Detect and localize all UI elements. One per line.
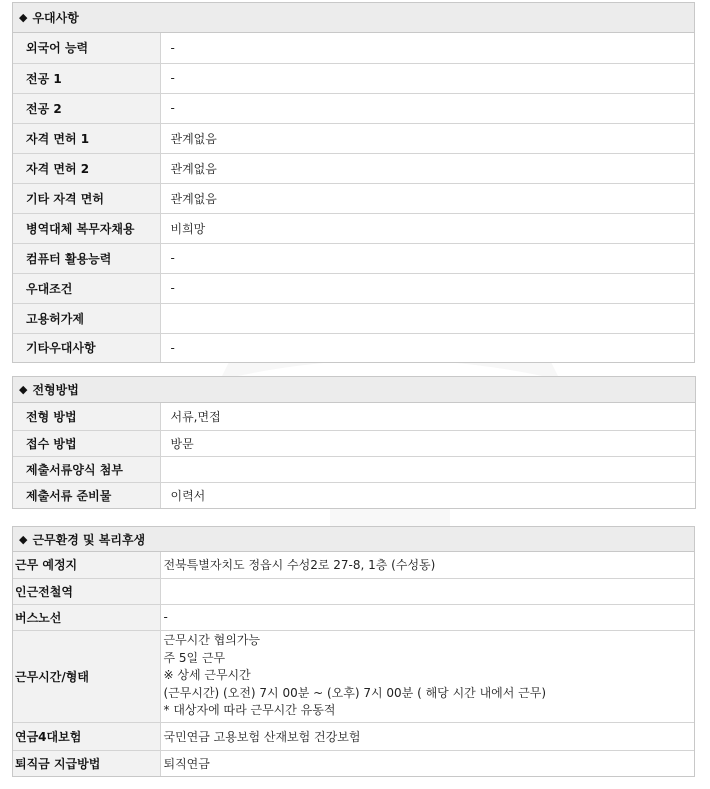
row-label: 자격 면허 1 — [13, 123, 160, 153]
environment-table — [13, 552, 694, 776]
table-row — [13, 403, 695, 430]
row-label: 전형 방법 — [13, 403, 160, 430]
row-value: 비희망 — [160, 213, 694, 243]
work-hours-cell — [160, 630, 694, 722]
row-value: - — [160, 273, 694, 303]
row-value: - — [160, 33, 694, 63]
table-row — [13, 183, 694, 213]
table-row — [13, 93, 694, 123]
row-value — [160, 303, 694, 333]
row-value — [160, 456, 695, 482]
row-label: 자격 면허 2 — [13, 153, 160, 183]
row-value: 국민연금 고용보험 산재보험 건강보험 — [160, 722, 694, 750]
row-value: 퇴직연금 — [160, 750, 694, 776]
row-label: 제출서류양식 첨부 — [13, 456, 160, 482]
selection-section-title: 전형방법 — [32, 383, 79, 397]
table-row — [13, 213, 694, 243]
table-row — [13, 123, 694, 153]
row-label: 접수 방법 — [13, 430, 160, 456]
work-hours-line: (근무시간) (오전) 7시 00분 ~ (오후) 7시 00분 ( 해당 시간 내에서 근무) — [163, 685, 547, 700]
row-value: 관계없음 — [160, 123, 694, 153]
table-row — [13, 243, 694, 273]
table-row — [13, 303, 694, 333]
row-label: 전공 1 — [13, 63, 160, 93]
row-value: 방문 — [160, 430, 695, 456]
table-row — [13, 750, 694, 776]
row-value: 관계없음 — [160, 183, 694, 213]
row-label: 퇴직금 지급방법 — [13, 750, 160, 776]
table-row — [13, 604, 694, 630]
table-row — [13, 33, 694, 63]
table-row — [13, 273, 694, 303]
table-row — [13, 630, 694, 722]
benefits-section-title: 우대사항 — [32, 11, 79, 25]
table-row — [13, 552, 694, 578]
row-label: 병역대체 복무자채용 — [13, 213, 160, 243]
selection-section-header — [13, 377, 695, 403]
row-value: 이력서 — [160, 482, 695, 508]
environment-section-header — [13, 527, 694, 552]
table-row — [13, 153, 694, 183]
diamond-icon: ◆ — [19, 383, 28, 396]
table-row — [13, 333, 694, 362]
table-row — [13, 456, 695, 482]
row-label: 외국어 능력 — [13, 33, 160, 63]
work-hours-line: 주 5일 근무 — [163, 650, 226, 665]
row-label: 전공 2 — [13, 93, 160, 123]
row-label: 컴퓨터 활용능력 — [13, 243, 160, 273]
benefits-table — [13, 33, 694, 362]
row-value: 관계없음 — [160, 153, 694, 183]
diamond-icon: ◆ — [19, 532, 28, 546]
row-value: - — [160, 333, 694, 362]
work-hours-line: ※ 상세 근무시간 — [163, 668, 251, 683]
row-value: - — [160, 93, 694, 123]
row-label: 기타우대사항 — [13, 333, 160, 362]
row-label: 우대조건 — [13, 273, 160, 303]
row-label: 근무 예정지 — [13, 552, 160, 578]
row-label: 버스노선 — [13, 604, 160, 630]
environment-section-title: 근무환경 및 복리후생 — [32, 532, 146, 547]
table-row — [13, 722, 694, 750]
table-row — [13, 430, 695, 456]
row-label: 근무시간/형태 — [13, 630, 160, 722]
work-hours-line: 근무시간 협의가능 — [163, 633, 261, 648]
benefits-section — [12, 2, 695, 363]
work-hours-line: * 대상자에 따라 근무시간 유동적 — [163, 703, 336, 718]
table-row — [13, 482, 695, 508]
table-row — [13, 578, 694, 604]
row-label: 고용허가제 — [13, 303, 160, 333]
table-row — [13, 63, 694, 93]
benefits-section-header — [13, 3, 694, 33]
environment-section — [12, 526, 695, 777]
row-value: - — [160, 243, 694, 273]
row-value: - — [160, 604, 694, 630]
row-label: 연금4대보험 — [13, 722, 160, 750]
row-label: 인근전철역 — [13, 578, 160, 604]
selection-section — [12, 376, 696, 509]
row-label: 기타 자격 면허 — [13, 183, 160, 213]
row-label: 제출서류 준비물 — [13, 482, 160, 508]
row-value: - — [160, 63, 694, 93]
diamond-icon: ◆ — [19, 11, 28, 24]
selection-table — [13, 403, 695, 508]
row-value: 전북특별자치도 정읍시 수성2로 27-8, 1층 (수성동) — [160, 552, 694, 578]
row-value — [160, 578, 694, 604]
row-value: 서류,면접 — [160, 403, 695, 430]
